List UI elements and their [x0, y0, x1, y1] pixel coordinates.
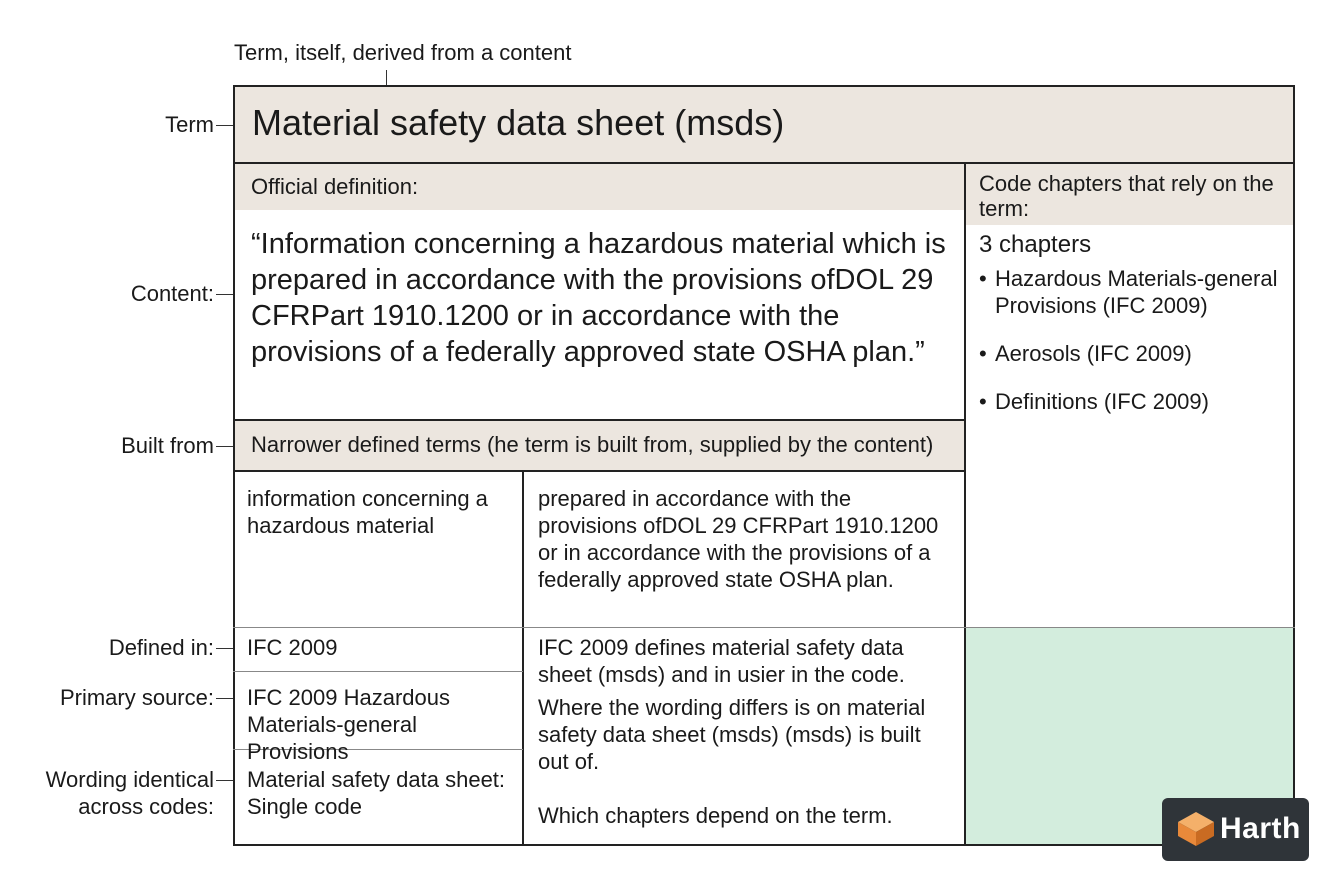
line-under-narrower: [233, 470, 965, 472]
note-3: Which chapters depend on the term.: [538, 803, 893, 828]
label-primary-source: Primary source:: [59, 685, 214, 710]
annotation-top-tick: [386, 70, 387, 85]
label-defined-in: Defined in:: [108, 635, 214, 660]
tick-term: [216, 125, 233, 126]
line-under-term: [233, 162, 1295, 164]
harth-logo-text: Harth: [1220, 812, 1301, 845]
narrower-term-2: prepared in accordance with the provisions ofDOL 29 CFRPart 1910.1200 or in accordance with the provisions of a federally approved state OSHA plan.: [538, 486, 939, 592]
label-wording-line1: Wording identical: [45, 767, 214, 792]
chapters-header: Code chapters that rely on the term:: [979, 171, 1274, 221]
definition-text: “Information concerning a hazardous material which is prepared in accordance with the provisions ofDOL 29 CFRPart 1910.1200 or in accordance with the provisions of a federally approved state OSHA plan.”: [251, 228, 946, 368]
label-wording-identical: [46, 766, 214, 820]
label-term: Term: [165, 112, 214, 137]
tick-built-from: [216, 446, 233, 447]
note-2: Where the wording differs is on material safety data sheet (msds) (msds) is built out of.: [538, 695, 926, 774]
line-above-primary-source: [233, 671, 523, 672]
primary-source-value: IFC 2009 Hazardous Materials-general Provisions: [247, 685, 450, 764]
line-above-narrower: [233, 419, 965, 421]
term-title: Material safety data sheet (msds): [252, 102, 785, 143]
chapters-panel: [979, 231, 1289, 436]
tick-primary-source: [216, 698, 233, 699]
wording-value: Material safety data sheet: Single code: [247, 767, 506, 819]
chapters-count: 3 chapters: [979, 231, 1092, 258]
note-1: IFC 2009 defines material safety data sheet (msds) and in usier in the code.: [538, 635, 905, 687]
narrower-header: Narrower defined terms (he term is built from, supplied by the content): [251, 432, 934, 457]
narrower-term-1: information concerning a hazardous material: [247, 486, 488, 538]
chapters-list: [979, 265, 1289, 415]
tick-defined-in: [216, 648, 233, 649]
line-above-defined-in: [233, 627, 1295, 628]
defined-in-value: IFC 2009: [247, 635, 338, 660]
tick-content: [216, 294, 233, 295]
chapter-item: • Hazardous Materials-general Provisions (IFC 2009): [979, 265, 1289, 319]
tick-wording: [216, 780, 233, 781]
label-built-from: Built from: [121, 433, 214, 458]
line-mid-divider: [522, 470, 524, 846]
official-definition-label: Official definition:: [251, 174, 419, 199]
line-chapters-divider: [964, 162, 966, 846]
chapter-item: • Definitions (IFC 2009): [979, 388, 1289, 415]
harth-logo-icon: [1176, 810, 1216, 848]
label-wording-line2: across codes:: [78, 794, 214, 819]
chapter-item: • Aerosols (IFC 2009): [979, 340, 1289, 367]
harth-logo-badge: [1162, 798, 1309, 861]
annotation-top: Term, itself, derived from a content: [234, 40, 572, 65]
label-content: Content:: [130, 281, 214, 306]
